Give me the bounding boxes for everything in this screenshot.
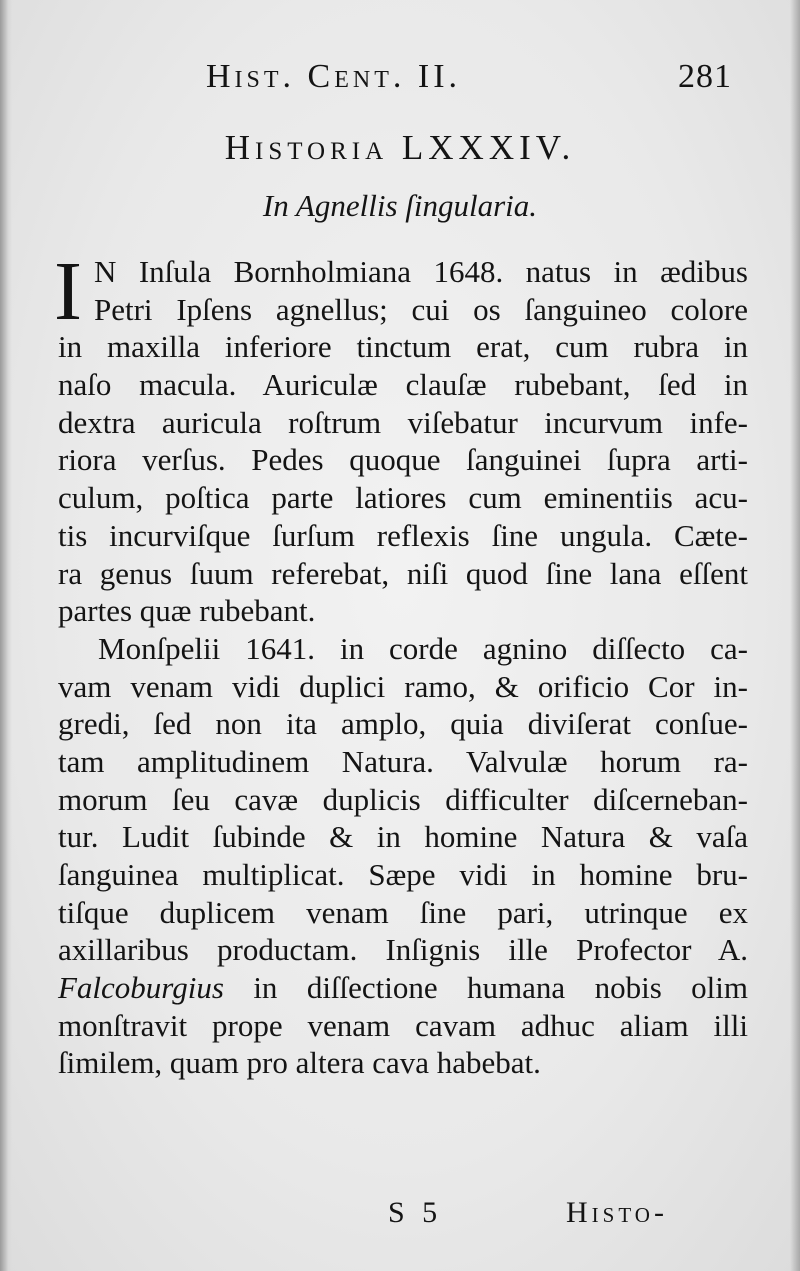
- catchword: Histo-: [566, 1196, 668, 1229]
- section-heading: Historia LXXXIV.: [224, 128, 576, 167]
- text-line: partes quæ rubebant.: [58, 593, 316, 629]
- running-head: [206, 58, 742, 98]
- text-line: naſo macula. Auriculæ clauſæ rubebant, ſed in: [58, 367, 748, 403]
- text-line: ſanguinea multiplicat. Sæpe vidi in homine bru-: [58, 857, 748, 892]
- body-text: [54, 245, 749, 1082]
- text-line: tiſque duplicem venam ſine pari, utrinque ex: [58, 894, 748, 930]
- text-line: ra genus ſuum referebat, niſi quod ſine lana eſſent: [58, 555, 748, 591]
- text-line: monſtravit prope venam cavam adhuc aliam illi: [58, 1007, 748, 1043]
- text-line: culum, poſtica parte latiores cum eminentiis acu-: [58, 480, 748, 516]
- text-line: dextra auricula roſtrum viſebatur incurvum infe-: [58, 404, 748, 440]
- text-line: axillaribus productam. Inſignis ille Profector A.: [58, 932, 748, 968]
- text-line-content: N Inſula Bornholmiana 1648. natus in ædibus: [94, 254, 748, 289]
- person-name: Falcoburgius: [58, 970, 224, 1006]
- drop-cap: I: [54, 245, 82, 338]
- text-line: ſimilem, quam pro altera cava habebat.: [58, 1045, 541, 1081]
- page-number: 281: [678, 58, 732, 95]
- text-line: riora verſus. Pedes quoque ſanguinei ſupra arti-: [58, 442, 748, 478]
- text-line: in maxilla inferiore tinctum erat, cum rubra in: [58, 329, 748, 365]
- text-line: gredi, ſed non ita amplo, quia diviſerat conſue-: [58, 706, 748, 742]
- text-line: vam venam vidi duplici ramo, & orificio Cor in-: [58, 668, 748, 704]
- text-line: Monſpelii 1641. in corde agnino diſſecto ca-: [98, 630, 748, 666]
- text-line: morum ſeu cavæ duplicis difficulter diſcerneban-: [58, 781, 748, 817]
- running-head-title: Hist. Cent. II.: [206, 58, 462, 95]
- section-subheading: In Agnellis ſingularia.: [262, 188, 538, 223]
- signature-mark: S 5: [388, 1196, 443, 1229]
- text-line: tis incurviſque ſurſum reflexis ſine ungula. Cæte-: [58, 517, 748, 553]
- text-line: [58, 969, 748, 1007]
- text-line: Petri Ipſens agnellus; cui os ſanguineo colore: [94, 291, 748, 327]
- text-line-content: in diſſectione humana nobis olim: [253, 970, 749, 1006]
- text-line: tur. Ludit ſubinde & in homine Natura & vaſa: [58, 819, 748, 855]
- text-line: tam amplitudinem Natura. Valvulæ horum ra-: [58, 743, 748, 779]
- page-footer: [0, 1196, 800, 1236]
